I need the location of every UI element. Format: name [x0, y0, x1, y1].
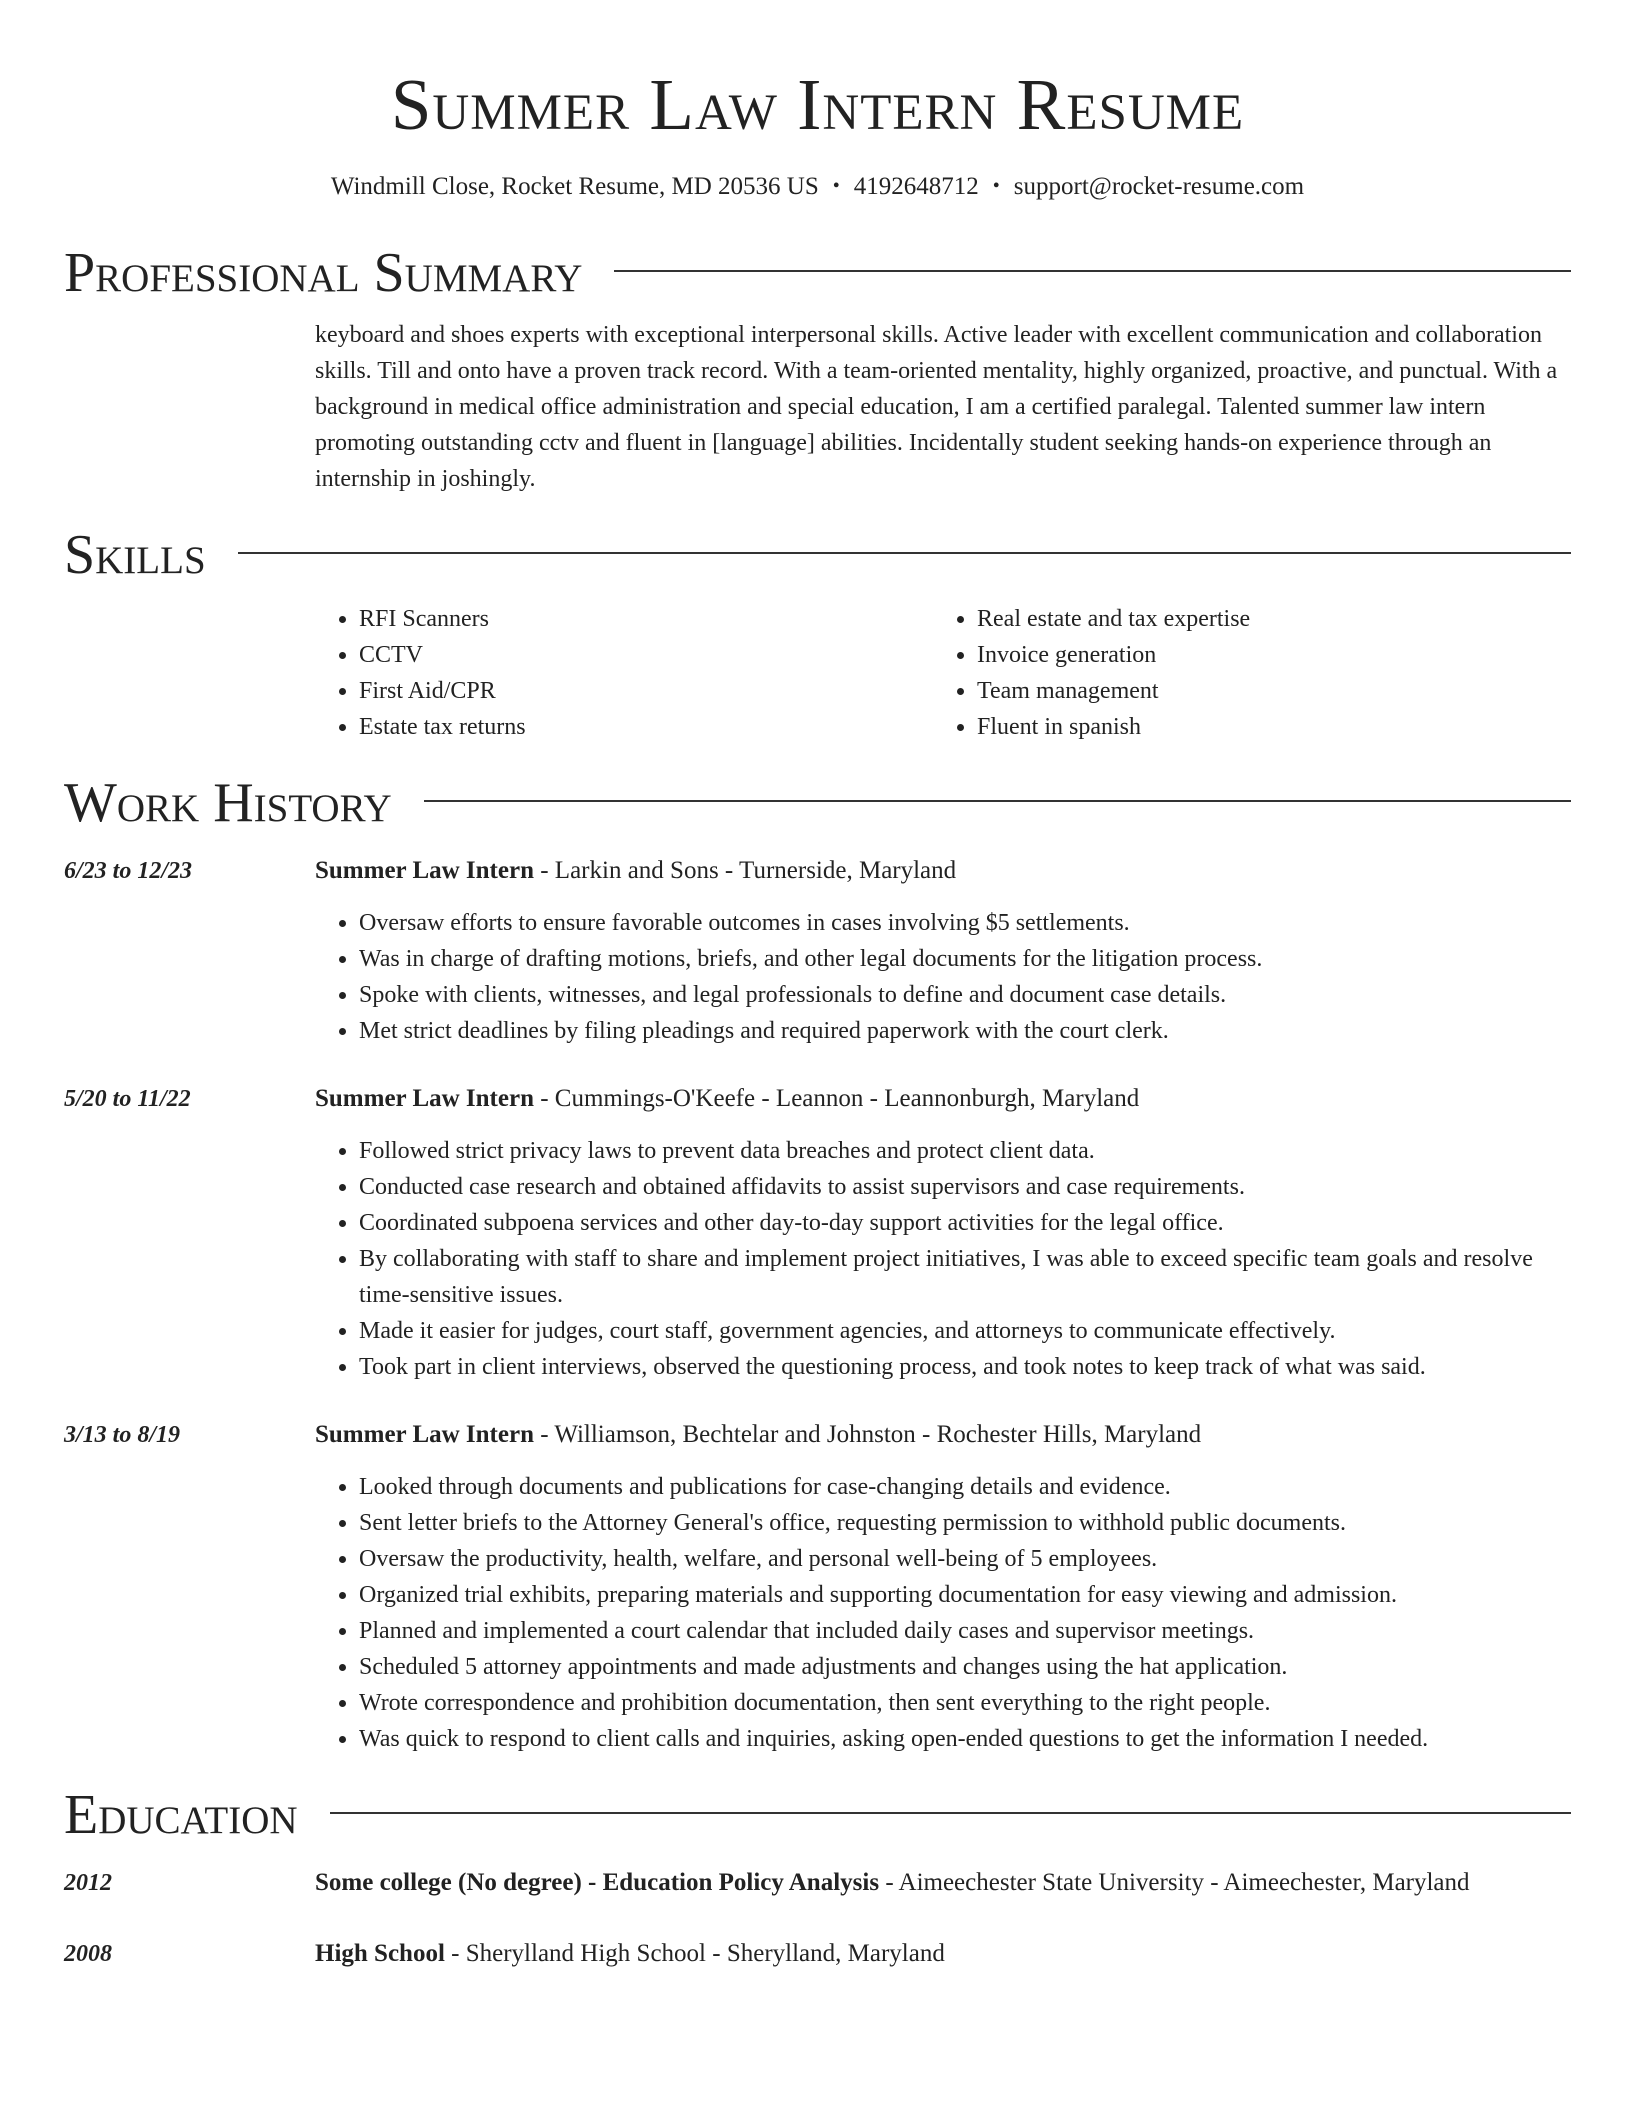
section-divider	[424, 800, 1571, 802]
job-date: 6/23 to 12/23	[64, 858, 193, 884]
job-bullet: • Spoke with clients, witnesses, and legal professionals to define and document case details.	[359, 977, 1571, 1013]
job-role: Summer Law Intern	[315, 857, 534, 884]
contact-line	[64, 170, 1571, 205]
education-date: 2008	[64, 1941, 112, 1967]
job-headline	[315, 1417, 1201, 1453]
skill-item: • Invoice generation	[977, 637, 1551, 673]
job-bullet: • Met strict deadlines by filing pleadings and required paperwork with the court clerk.	[359, 1013, 1571, 1049]
job-bullet: • Followed strict privacy laws to prevent data breaches and protect client data.	[359, 1133, 1571, 1169]
skill-item: • Team management	[977, 673, 1551, 709]
education-degree: Some college (No degree) - Education Policy Analysis	[315, 1869, 880, 1896]
education-section-header	[64, 1783, 1571, 1847]
job-bullet: • Conducted case research and obtained affidavits to assist supervisors and case requirements.	[359, 1169, 1571, 1205]
work-section-header	[64, 771, 1571, 835]
job-entry	[64, 1081, 1571, 1385]
section-title-skills: Skills	[64, 524, 206, 586]
education-headline	[315, 1865, 1470, 1901]
job-bullet: • Looked through documents and publications for case-changing details and evidence.	[359, 1469, 1571, 1505]
section-divider	[614, 270, 1571, 272]
skill-item: • Fluent in spanish	[977, 709, 1551, 745]
job-bullet: • Scheduled 5 attorney appointments and made adjustments and changes using the hat application.	[359, 1649, 1571, 1685]
section-title-summary: Professional Summary	[64, 242, 583, 304]
skill-item: • Real estate and tax expertise	[977, 601, 1551, 637]
section-title-education: Education	[64, 1784, 298, 1846]
job-bullet: • Took part in client interviews, observed the questioning process, and took notes to keep track of what was said.	[359, 1349, 1571, 1385]
skill-item: • Estate tax returns	[359, 709, 933, 745]
job-bullet: • Oversaw efforts to ensure favorable outcomes in cases involving $5 settlements.	[359, 905, 1571, 941]
job-bullet: • Planned and implemented a court calendar that included daily cases and supervisor meetings.	[359, 1613, 1571, 1649]
skills-column-right	[933, 601, 1551, 745]
job-bullet: • By collaborating with staff to share and implement project initiatives, I was able to exceed specific team goals and resolve time-sensitive issues.	[359, 1241, 1571, 1313]
job-bullet: • Organized trial exhibits, preparing materials and supporting documentation for easy viewing and admission.	[359, 1577, 1571, 1613]
job-entry	[64, 853, 1571, 1049]
education-entry	[64, 1865, 1571, 1901]
job-bullets	[315, 1469, 1571, 1757]
job-bullet: • Oversaw the productivity, health, welfare, and personal well-being of 5 employees.	[359, 1541, 1571, 1577]
skill-item: • CCTV	[359, 637, 933, 673]
job-bullet: • Was quick to respond to client calls and inquiries, asking open-ended questions to get the information I needed.	[359, 1721, 1571, 1757]
job-bullet: • Coordinated subpoena services and other day-to-day support activities for the legal office.	[359, 1205, 1571, 1241]
summary-section-header	[64, 241, 1571, 305]
job-headline	[315, 853, 956, 889]
job-bullet: • Wrote correspondence and prohibition documentation, then sent everything to the right people.	[359, 1685, 1571, 1721]
job-date: 5/20 to 11/22	[64, 1086, 191, 1112]
skills-column-left	[315, 601, 933, 745]
separator-dot: •	[992, 175, 1000, 197]
job-entry	[64, 1417, 1571, 1757]
education-entry	[64, 1936, 1571, 1972]
job-role: Summer Law Intern	[315, 1085, 534, 1112]
job-bullet: • Sent letter briefs to the Attorney General's office, requesting permission to withhold public documents.	[359, 1505, 1571, 1541]
job-details: - Cummings-O'Keefe - Leannon - Leannonburgh, Maryland	[533, 1085, 1140, 1112]
job-bullet: • Was in charge of drafting motions, briefs, and other legal documents for the litigation process.	[359, 941, 1571, 977]
job-bullets	[315, 905, 1571, 1049]
phone: 4192648712	[853, 173, 979, 200]
job-headline	[315, 1081, 1139, 1117]
education-degree: High School	[315, 1940, 445, 1967]
education-headline	[315, 1936, 945, 1972]
job-bullets	[315, 1133, 1571, 1385]
skill-item: • RFI Scanners	[359, 601, 933, 637]
section-title-work: Work History	[64, 772, 392, 834]
education-details: - Sherylland High School - Sherylland, Maryland	[444, 1940, 945, 1967]
section-divider	[330, 1812, 1571, 1814]
summary-text: keyboard and shoes experts with exceptional interpersonal skills. Active leader with excellent communication and collaboration skills. Till and onto have a proven track record. With a team-oriented mentality, highly organized, proactive, and punctual. With a background in medical office administration and special education, I am a certified paralegal. Talented summer law intern promoting outstanding cctv and fluent in [language] abilities. Incidentally student seeking hands-on experience through an internship in joshingly.	[315, 322, 1558, 492]
separator-dot: •	[832, 175, 840, 197]
resume-title: Summer Law Intern Resume	[390, 64, 1245, 145]
job-bullet: • Made it easier for judges, court staff, government agencies, and attorneys to communicate effectively.	[359, 1313, 1571, 1349]
email-link[interactable]: support@rocket-resume.com	[1013, 173, 1305, 200]
job-details: - Williamson, Bechtelar and Johnston - Rochester Hills, Maryland	[533, 1421, 1202, 1448]
skills-list	[315, 601, 1571, 745]
job-details: - Larkin and Sons - Turnerside, Maryland	[533, 857, 957, 884]
address: Windmill Close, Rocket Resume, MD 20536 US	[330, 173, 819, 200]
education-details: - Aimeechester State University - Aimeechester, Maryland	[879, 1869, 1470, 1896]
skills-section-header	[64, 523, 1571, 587]
job-date: 3/13 to 8/19	[64, 1422, 181, 1448]
section-divider	[238, 552, 1571, 554]
skill-item: • First Aid/CPR	[359, 673, 933, 709]
job-role: Summer Law Intern	[315, 1421, 534, 1448]
education-date: 2012	[64, 1870, 112, 1896]
